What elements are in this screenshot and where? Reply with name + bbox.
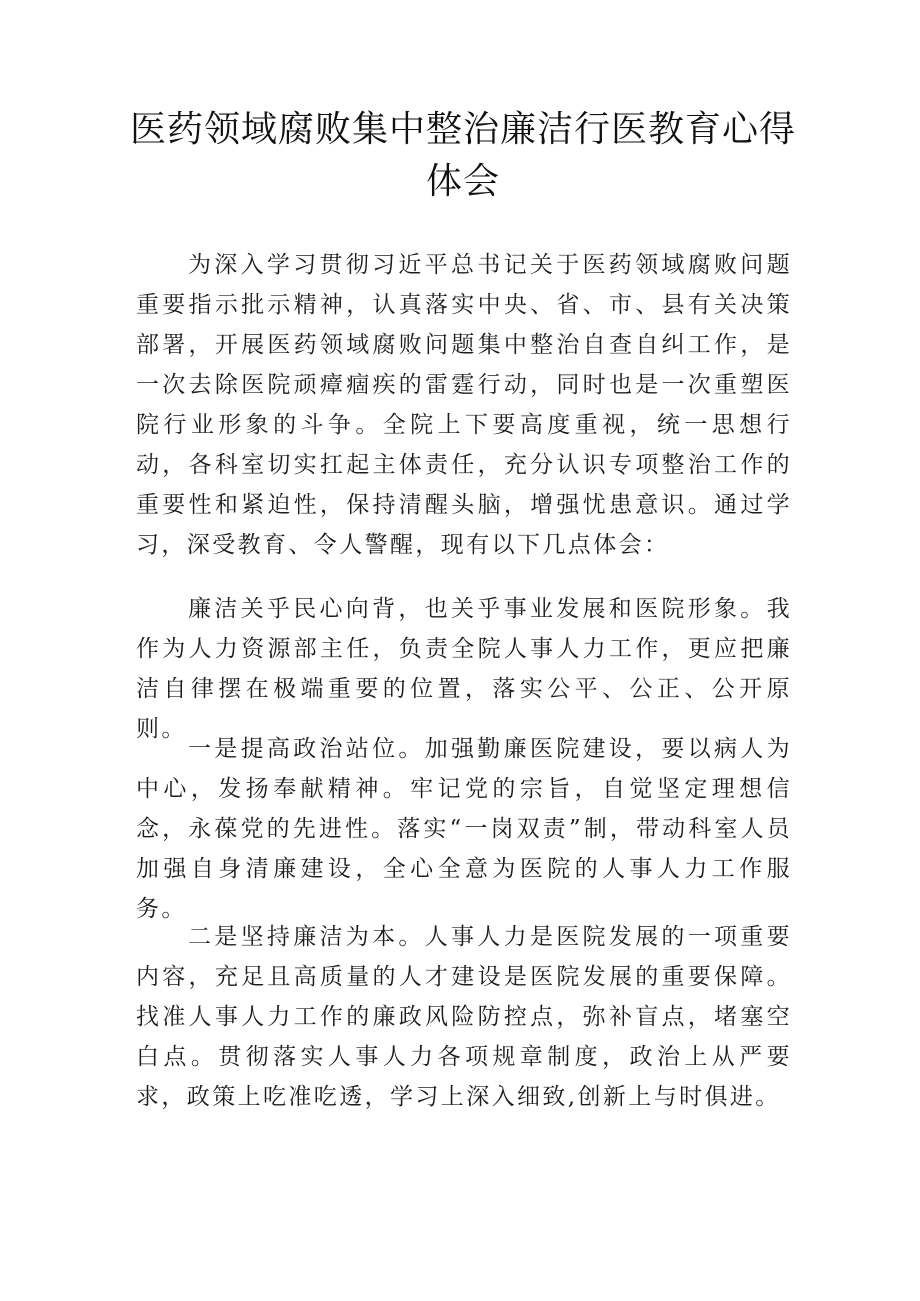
paragraph-intro: 为深入学习贯彻习近平总书记关于医药领域腐败问题重要指示批示精神，认真落实中央、省、市、县有关决策部署，开展医药领域腐败问题集中整治自查自纠工作，是一次去除医院顽瘴痼疾的雷霆行动，同时也是一次重塑医院行业形象的斗争。全院上下要高度重视，统一思想行动，各科室切实扛起主体责任，充分认识专项整治工作的重要性和紧迫性，保持清醒头脑，增强忧患意识。通过学习，深受教育、令人警醒，现有以下几点体会： bbox=[136, 252, 792, 558]
paragraph-integrity: 廉洁关乎民心向背，也关乎事业发展和医院形象。我作为人力资源部主任，负责全院人事人力工作，更应把廉洁自律摆在极端重要的位置，落实公平、公正、公开原则。 bbox=[136, 596, 792, 742]
paragraph-point-two: 二是坚持廉洁为本。人事人力是医院发展的一项重要内容，充足且高质量的人才建设是医院发展的重要保障。找准人事人力工作的廉政风险防控点，弥补盲点，堵塞空白点。贯彻落实人事人力各项规章制度，政治上从严要求，政策上吃准吃透，学习上深入细致,创新上与时俱进。 bbox=[136, 924, 792, 1110]
document-title: 医药领域腐败集中整治廉洁行医教育心得体会 bbox=[129, 109, 796, 202]
paragraph-point-one: 一是提高政治站位。加强勤廉医院建设，要以病人为中心，发扬奉献精神。牢记党的宗旨，自觉坚定理想信念，永葆党的先进性。落实“一岗双责”制，带动科室人员加强自身清廉建设，全心全意为医院的人事人力工作服务。 bbox=[136, 736, 792, 922]
